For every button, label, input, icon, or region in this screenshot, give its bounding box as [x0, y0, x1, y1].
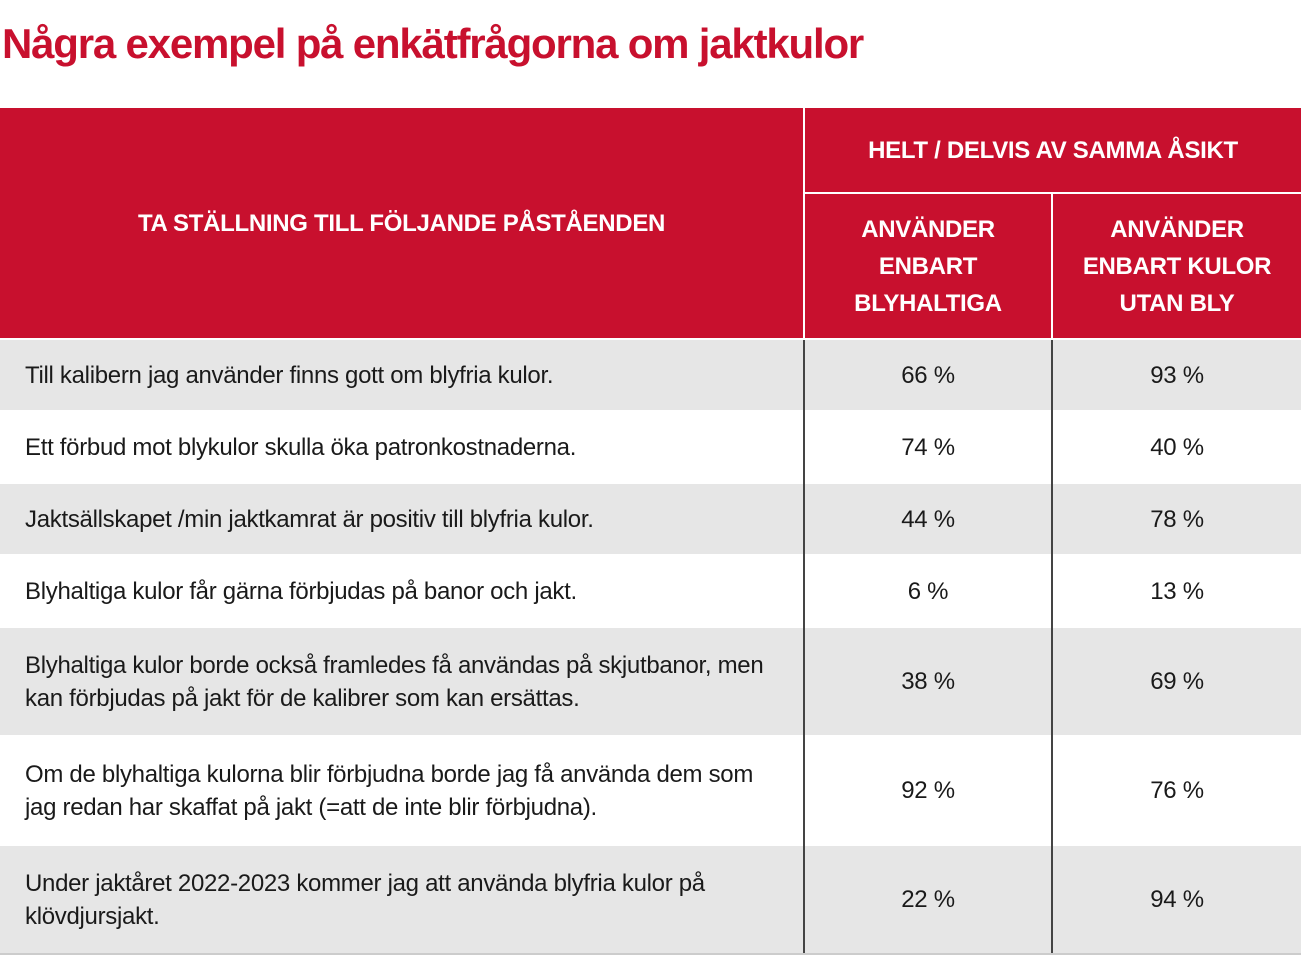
statement-cell: Blyhaltiga kulor borde också framledes få användas på skjutbanor, men kan förbjudas på jakt för de kalibrer som kan ersättas. [0, 627, 804, 736]
lead-free-value: 76 % [1052, 736, 1301, 845]
statement-cell: Ett förbud mot blykulor skulla öka patronkostnaderna. [0, 411, 804, 483]
statement-cell: Blyhaltiga kulor får gärna förbjudas på banor och jakt. [0, 555, 804, 627]
lead-only-column-header: ANVÄNDER ENBART BLYHALTIGA [804, 193, 1052, 339]
statement-cell: Till kalibern jag använder finns gott om blyfria kulor. [0, 339, 804, 411]
lead-only-value: 44 % [804, 483, 1052, 555]
table-row [0, 411, 1301, 483]
lead-only-value: 92 % [804, 736, 1052, 845]
table-row [0, 627, 1301, 736]
lead-free-value: 93 % [1052, 339, 1301, 411]
lead-free-value: 94 % [1052, 845, 1301, 954]
page-title: Några exempel på enkätfrågorna om jaktkulor [2, 20, 864, 67]
lead-only-value: 38 % [804, 627, 1052, 736]
lead-only-value: 6 % [804, 555, 1052, 627]
table-body [0, 339, 1301, 954]
lead-free-value: 40 % [1052, 411, 1301, 483]
table-row [0, 845, 1301, 954]
survey-table [0, 108, 1301, 955]
table-row [0, 736, 1301, 845]
statement-column-header: TA STÄLLNING TILL FÖLJANDE PÅSTÅENDEN [0, 108, 804, 339]
table-row [0, 339, 1301, 411]
statement-cell: Om de blyhaltiga kulorna blir förbjudna borde jag få använda dem som jag redan har skaffat på jakt (=att de inte blir förbjudna). [0, 736, 804, 845]
statement-cell: Jaktsällskapet /min jaktkamrat är positiv till blyfria kulor. [0, 483, 804, 555]
lead-only-value: 74 % [804, 411, 1052, 483]
group-column-header: HELT / DELVIS AV SAMMA ÅSIKT [804, 108, 1301, 193]
lead-free-value: 69 % [1052, 627, 1301, 736]
statement-cell: Under jaktåret 2022-2023 kommer jag att använda blyfria kulor på klövdjursjakt. [0, 845, 804, 954]
lead-free-value: 13 % [1052, 555, 1301, 627]
table-row [0, 483, 1301, 555]
table-header [0, 108, 1301, 339]
lead-free-value: 78 % [1052, 483, 1301, 555]
lead-only-value: 22 % [804, 845, 1052, 954]
lead-free-column-header: ANVÄNDER ENBART KULOR UTAN BLY [1052, 193, 1301, 339]
table-row [0, 555, 1301, 627]
lead-only-value: 66 % [804, 339, 1052, 411]
